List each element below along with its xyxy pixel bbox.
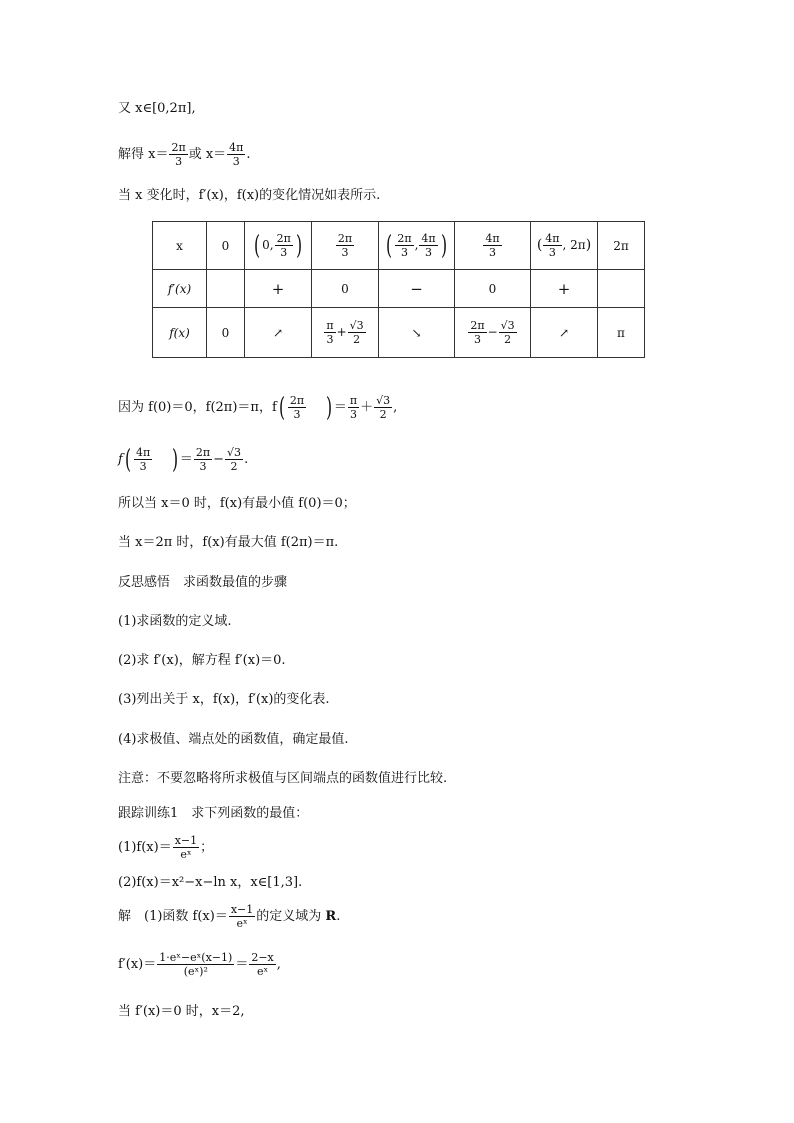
denominator: 3 [349, 408, 357, 421]
text-segment: , [276, 957, 281, 972]
text-segment: (1)f(x)＝ [118, 840, 172, 855]
step-1: (1)求函数的定义域. [118, 614, 232, 629]
denominator: 3 [232, 155, 240, 168]
text-segment: 0 [262, 238, 270, 252]
fraction [483, 232, 501, 259]
problem-2: (2)f(x)＝x²−x−ln x，x∈[1,3]. [118, 875, 303, 890]
solution-line-critical: 当 f′(x)＝0 时，x＝2, [118, 1004, 245, 1019]
text-segment: f′(x)＝ [118, 957, 157, 972]
fraction [194, 446, 212, 473]
text-segment: f [118, 452, 123, 467]
text-segment: . [244, 452, 249, 467]
denominator: 3 [341, 246, 349, 259]
text-segment: − [213, 452, 225, 467]
step-3: (3)列出关于 x，f(x)，f′(x)的变化表. [118, 692, 330, 707]
fraction [348, 319, 366, 346]
increasing-arrow-icon: ↗ [531, 308, 598, 358]
fraction [275, 232, 293, 259]
denominator: 3 [400, 246, 408, 259]
numerator: 2π [289, 394, 305, 407]
section-heading-practice: 跟踪训练1 求下列函数的最值： [118, 806, 309, 821]
fraction [543, 232, 561, 259]
table-cell: f′(x) [153, 270, 207, 308]
denominator: 3 [139, 460, 147, 473]
fraction [324, 319, 335, 346]
step-2: (2)求 f′(x)，解方程 f′(x)＝0. [118, 653, 286, 668]
left-paren: ( [386, 230, 393, 261]
denominator: 3 [473, 333, 481, 346]
fraction [134, 446, 152, 473]
text-segment: ＝ [179, 452, 193, 467]
right-paren: ) [171, 444, 178, 475]
table-row-function [153, 308, 645, 358]
section-heading-reflection: 反思感悟 求函数最值的步骤 [118, 575, 288, 590]
text-segment: 解得 x＝ [118, 147, 169, 162]
numerator: √3 [500, 319, 515, 332]
text-line-maximum: 当 x＝2π 时，f(x)有最大值 f(2π)＝π. [118, 535, 339, 550]
right-paren: ) [295, 230, 302, 261]
fraction [336, 232, 354, 259]
denominator: eˣ [236, 917, 248, 930]
note-text: 注意：不要忽略将所求极值与区间端点的函数值进行比较. [118, 771, 448, 786]
fraction [229, 903, 255, 930]
text-segment: 或 x＝ [188, 147, 227, 162]
text-segment: R [325, 909, 337, 924]
left-paren: ( [278, 392, 285, 423]
text-segment: , [393, 400, 398, 415]
denominator: 3 [425, 246, 433, 259]
text-segment: 2π [570, 238, 586, 252]
table-cell: + [531, 270, 598, 308]
numerator: 2π [171, 141, 186, 154]
table-cell: 0 [312, 270, 379, 308]
numerator: 4π [229, 141, 244, 154]
left-paren: ( [536, 237, 543, 253]
fraction [227, 141, 245, 168]
text-line-table-intro: 当 x 变化时，f′(x)，f(x)的变化情况如表所示. [118, 188, 381, 203]
numerator: x−1 [174, 834, 198, 847]
text-segment: + [336, 325, 347, 339]
solution-line-domain [118, 903, 340, 930]
numerator: 2−x [251, 951, 274, 964]
fraction [374, 394, 392, 421]
table-cell: + [245, 270, 312, 308]
denominator: 3 [175, 155, 183, 168]
fraction [468, 319, 486, 346]
text-segment: 解 (1)函数 f(x)＝ [118, 909, 228, 924]
text-segment: ＝ [235, 957, 249, 972]
denominator: 3 [326, 333, 334, 346]
numerator: x−1 [230, 903, 254, 916]
fraction [419, 232, 437, 259]
table-cell-interval [379, 222, 455, 270]
fraction [499, 319, 517, 346]
variation-table [152, 221, 645, 358]
problem-1 [118, 834, 213, 861]
left-paren: ( [124, 444, 131, 475]
text-segment: . [246, 147, 251, 162]
table-cell: − [379, 270, 455, 308]
denominator: 3 [293, 408, 301, 421]
solution-line-derivative [118, 951, 281, 978]
table-cell: 0 [207, 308, 245, 358]
numerator: 4π [135, 446, 151, 459]
denominator: 2 [504, 333, 512, 346]
table-cell: 2π [598, 222, 645, 270]
numerator: √3 [349, 319, 364, 332]
denominator: eˣ [180, 848, 192, 861]
fraction [173, 834, 199, 861]
table-cell [207, 270, 245, 308]
text-line-values [118, 394, 397, 421]
fraction [169, 141, 187, 168]
table-cell: π [598, 308, 645, 358]
numerator: 4π [545, 232, 560, 245]
numerator: 2π [470, 319, 485, 332]
text-line-solution [118, 141, 251, 168]
denominator: 3 [488, 246, 496, 259]
table-row-derivative [153, 270, 645, 308]
table-cell-interval [531, 222, 598, 270]
fraction [395, 232, 413, 259]
numerator: 1·eˣ−eˣ(x−1) [159, 951, 233, 964]
numerator: 2π [397, 232, 412, 245]
denominator: 2 [353, 333, 361, 346]
right-paren: ) [325, 392, 332, 423]
text-line-domain: 又 x∈[0,2π], [118, 101, 196, 116]
table-cell [455, 222, 531, 270]
increasing-arrow-icon: ↗ [245, 308, 312, 358]
denominator: 3 [548, 246, 556, 259]
denominator: eˣ [256, 965, 269, 978]
fraction [348, 394, 359, 421]
table-cell [312, 308, 379, 358]
fraction [249, 951, 275, 978]
table-cell: 0 [207, 222, 245, 270]
fraction [225, 446, 243, 473]
numerator: π [326, 319, 334, 332]
table-cell [598, 270, 645, 308]
text-segment: , [269, 238, 274, 252]
fraction [157, 951, 234, 978]
numerator: 2π [195, 446, 211, 459]
text-line-values-2 [118, 446, 248, 473]
text-segment: , [414, 238, 419, 252]
numerator: √3 [376, 394, 391, 407]
denominator: 2 [379, 408, 387, 421]
text-segment: ＝ [333, 400, 347, 415]
text-segment: , [562, 238, 567, 252]
decreasing-arrow-icon: ↘ [379, 308, 455, 358]
text-segment: 的定义域为 [256, 909, 326, 924]
denominator: (eˣ)² [183, 965, 208, 978]
table-cell [455, 308, 531, 358]
numerator: π [349, 394, 358, 407]
numerator: √3 [227, 446, 242, 459]
numerator: 2π [337, 232, 353, 245]
text-segment: ； [200, 840, 214, 855]
denominator: 3 [280, 246, 288, 259]
step-4: (4)求极值、端点处的函数值，确定最值. [118, 732, 349, 747]
text-segment: − [487, 325, 498, 339]
fraction [288, 394, 306, 421]
table-cell [312, 222, 379, 270]
text-segment: ＋ [360, 400, 374, 415]
denominator: 2 [230, 460, 238, 473]
numerator: 4π [421, 232, 436, 245]
left-paren: ( [254, 230, 261, 261]
right-paren: ) [585, 237, 592, 253]
numerator: 4π [485, 232, 500, 245]
text-line-minimum: 所以当 x＝0 时，f(x)有最小值 f(0)＝0； [118, 496, 356, 511]
right-paren: ) [440, 230, 447, 261]
table-cell: x [153, 222, 207, 270]
text-segment: 因为 f(0)＝0，f(2π)＝π，f [118, 400, 277, 415]
denominator: 3 [199, 460, 207, 473]
table-cell: f(x) [153, 308, 207, 358]
numerator: 2π [276, 232, 291, 245]
table-cell-interval [245, 222, 312, 270]
table-row-x [153, 222, 645, 270]
table-cell: 0 [455, 270, 531, 308]
text-segment: . [336, 909, 341, 924]
